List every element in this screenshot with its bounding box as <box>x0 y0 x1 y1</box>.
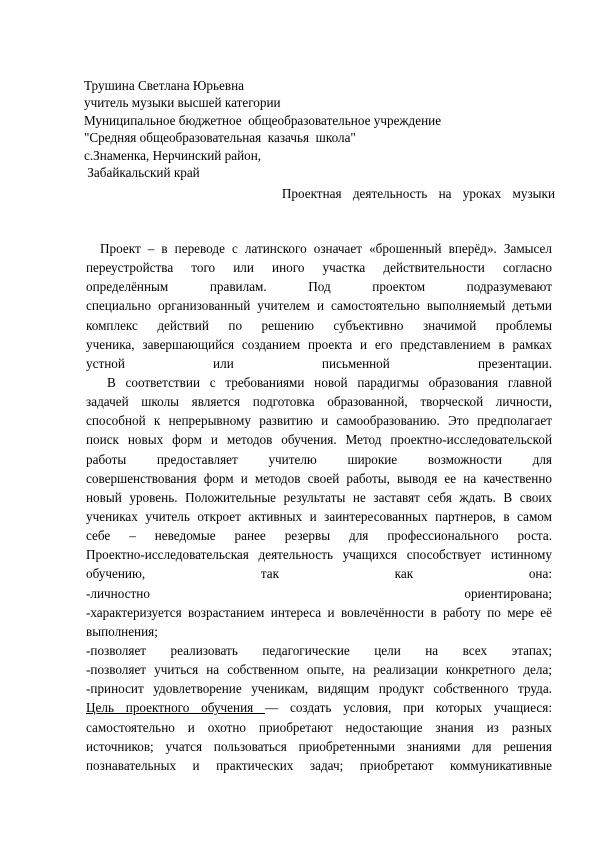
author-location: с.Знаменка, Нерчинский район, <box>84 147 262 163</box>
goal-label: Цель проектного обучения <box>86 700 265 716</box>
article-title: Проектная деятельность на уроках музыки <box>281 186 555 201</box>
list-item: -характеризуется возрастанием интереса и вовлечённости в работу по мере её <box>86 604 552 620</box>
text-line: переустройства того или иного участка действительности согласно <box>86 260 552 276</box>
text-line: новый уровень. Положительные результаты не заставят себя ждать. В своих <box>86 489 552 505</box>
list-item: -позволяет учиться на собственном опыте, на реализации конкретного дела; <box>86 662 552 678</box>
goal-text: — создать условия, при которых учащиеся: <box>265 700 552 716</box>
text-line: В соответствии с требованиями новой парадигмы образования главной <box>107 374 552 390</box>
text-line: комплекс действий по решению субъективно значимой проблемы <box>86 317 552 333</box>
author-name: Трушина Светлана Юрьевна <box>84 78 245 93</box>
text-line: выполнения; <box>86 623 158 639</box>
text-line: познавательных и практических задач; приобретают коммуникативные <box>86 757 552 773</box>
text-line: ученика, завершающийся созданием проекта и его представлением в рамках <box>86 336 552 352</box>
author-region: Забайкальский край <box>84 165 200 181</box>
author-institution: Муниципальное бюджетное общеобразовательное учреждение <box>84 112 442 128</box>
text-line: работы предоставляет учителю широкие возможности для <box>86 451 552 467</box>
text-line: устной или письменной презентации. <box>86 355 552 371</box>
article-body <box>86 239 552 775</box>
text-line: специально организованный учителем и самостоятельно выполняемый детьми <box>86 298 552 314</box>
author-position: учитель музыки высшей категории <box>84 95 281 111</box>
text-line: себе – неведомые ранее резервы для профессионального роста. <box>86 528 552 544</box>
list-item: -позволяет реализовать педагогические цели на всех этапах; <box>86 642 552 658</box>
text-line: источников; учатся пользоваться приобретенными знаниями для решения <box>86 738 552 754</box>
goal-line <box>86 698 552 717</box>
text-line: совершенствования форм и методов своей работы, выводя ее на качественно <box>86 470 552 486</box>
text-line: определённым правилам. Под проектом подразумевают <box>86 279 552 295</box>
text-line: учениках учитель откроет активных и заинтересованных партнеров, в самом <box>86 508 552 524</box>
text-line: поиск новых форм и методов обучения. Метод проектно-исследовательской <box>86 432 552 448</box>
list-item: -приносит удовлетворение ученикам, видящим продукт собственного труда. <box>86 681 552 697</box>
text-line: задачей школы является подготовка образованной, творческой личности, <box>86 394 552 410</box>
author-school: "Средняя общеобразовательная казачья школа" <box>84 130 356 146</box>
list-item: -личностно ориентирована; <box>86 585 552 601</box>
author-info <box>84 77 441 181</box>
text-line: способной к непрерывному развитию и самообразованию. Это предполагает <box>86 413 552 429</box>
text-line: Проектно-исследовательская деятельность учащихся способствует истинному <box>86 547 552 563</box>
text-line: Проект – в переводе с латинского означает «брошенный вперёд». Замысел <box>100 241 552 256</box>
text-line: обучению, так как она: <box>86 566 552 582</box>
text-line: самостоятельно и охотно приобретают недостающие знания из разных <box>86 719 552 735</box>
